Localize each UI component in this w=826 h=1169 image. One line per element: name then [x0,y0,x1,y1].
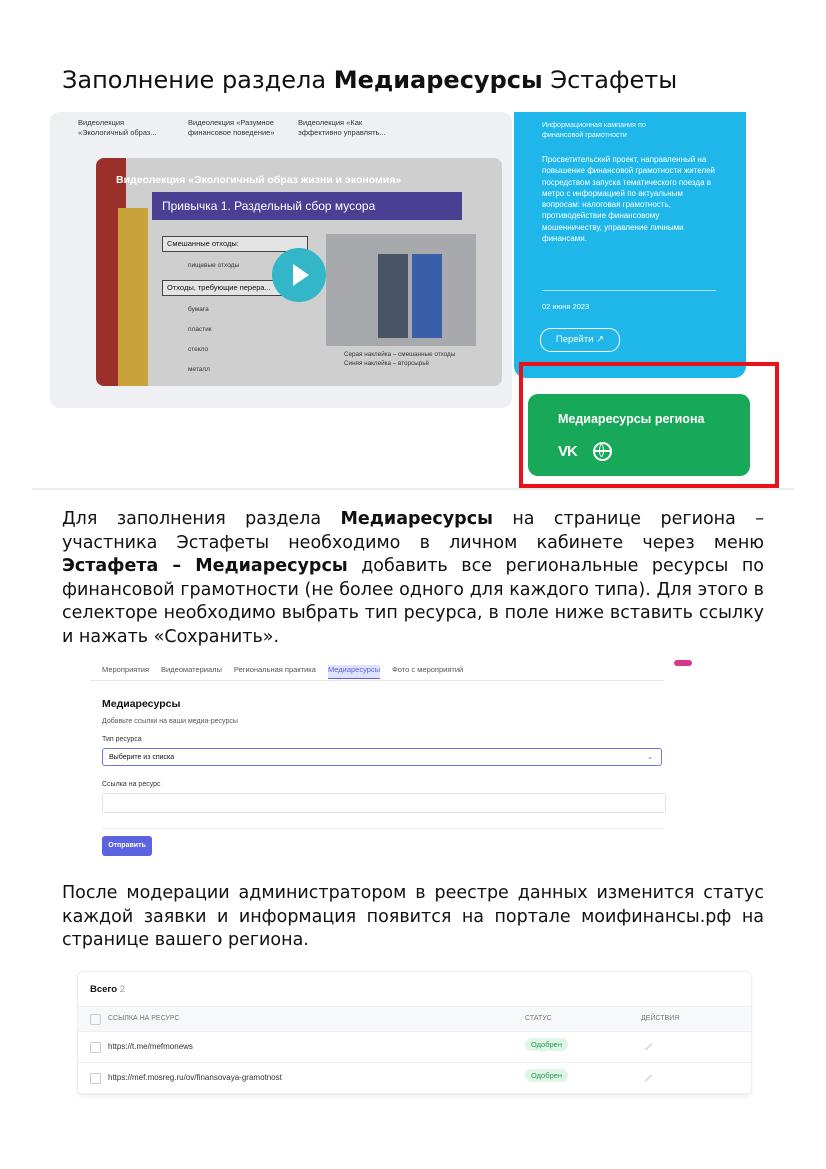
total-count: Всего 2 [90,984,125,995]
media-resources-title: Медиаресурсы региона [558,412,705,426]
mixed-waste-label: Смешанные отходы: [162,236,308,252]
mixed-item: пищевые отходы [188,262,240,269]
select-all-checkbox[interactable] [90,1014,101,1025]
video-tab-1[interactable]: Видеолекция «Экологичный образ... [78,118,157,137]
profile-badge[interactable] [674,660,692,666]
video-slide-title: Привычка 1. Раздельный сбор мусора [152,192,462,220]
vk-icon[interactable]: VK [558,443,577,460]
video-header: Видеолекция «Экологичный образ жизни и экономия» [116,174,402,186]
link-label: Ссылка на ресурс [102,781,161,788]
row-checkbox[interactable] [90,1073,101,1084]
table-row [78,1032,751,1063]
submit-button[interactable]: Отправить [102,836,152,856]
highlight-frame [519,362,779,488]
sort-waste-label: Отходы, требующие перера... [162,280,308,296]
tab-videos[interactable]: Видеоматериалы [161,665,222,674]
page-title: Заполнение раздела Медиаресурсы Эстафеты [62,66,678,94]
card-date: 02 июня 2023 [542,302,590,311]
edit-icon[interactable] [645,1074,653,1082]
video-card [50,112,512,408]
row-checkbox[interactable] [90,1042,101,1053]
sticker-note: Серая наклейка – смешанные отходы Синяя наклейка – вторсырьё [344,351,456,367]
sort-item: металл [188,366,210,373]
tab-events[interactable]: Мероприятия [102,665,150,674]
chevron-down-icon: ⌄ [647,754,653,761]
status-badge: Одобрен [525,1069,568,1082]
row-link[interactable]: https://mef.mosreg.ru/ov/finansovaya-gramotnost [108,1073,282,1082]
row-link[interactable]: https://t.me/mefmonews [108,1042,193,1051]
go-button[interactable]: Перейти ↗ [540,328,620,352]
media-form-screenshot [90,656,710,866]
tab-photos[interactable]: Фото с мероприятий [392,665,464,674]
bins-photo [326,234,476,346]
sort-item: пластик [188,326,212,333]
form-heading: Медиаресурсы [102,698,181,710]
col-status: СТАТУС [525,1015,552,1022]
tab-regional-practice[interactable]: Региональная практика [233,665,316,674]
tab-media-resources[interactable]: Медиаресурсы [328,665,380,679]
video-player[interactable] [96,158,502,386]
form-subheading: Добавьте ссылки на ваши медиа-ресурсы [102,718,238,725]
sort-item: стекло [188,346,209,353]
moderation-paragraph: После модерации администратором в реестре данных изменится статус каждой заявки и информация появится на портале моифинансы.рф на странице вашего региона. [62,883,764,950]
video-tab-2[interactable]: Видеолекция «Разумное финансовое поведение» [188,118,275,137]
card-text: Просветительский проект, направленный на повышение финансовой грамотности жителей посредством запуска тематического поезда в метро с информацией по актуальным вопросам: налоговая грамотность, противодействие финансовому мошенничеству, управление личными финансами. [542,155,716,244]
resource-type-select[interactable]: Выберите из списка ⌄ [102,748,662,766]
table-row [78,1063,751,1094]
col-actions: ДЕЙСТВИЯ [641,1015,680,1022]
resource-link-input[interactable] [102,793,666,813]
media-section-screenshot [32,112,794,490]
video-tab-3[interactable]: Видеолекция «Как эффективно управлять... [298,118,386,137]
col-link: ССЫЛКА НА РЕСУРС [108,1015,180,1022]
type-label: Тип ресурса [102,736,142,743]
card-category: Информационная кампания по финансовой грамотности [542,120,646,139]
play-icon[interactable] [272,248,326,302]
edit-icon[interactable] [645,1043,653,1051]
table-header [78,1006,751,1032]
status-badge: Одобрен [525,1038,568,1051]
instruction-paragraph: Для заполнения раздела Медиаресурсы на странице региона – участника Эстафеты необходимо в личном кабинете через меню Эстафета – Медиаресурсы добавить все региональные ресурсы по финансовой грамотности (не более одного для каждого типа). Для этого в селекторе необходимо выбрать тип ресурса, в поле ниже вставить ссылку и нажать «Сохранить». [62,509,765,647]
resources-table [77,971,752,1095]
sort-item: бумага [188,306,209,313]
info-campaign-card [514,112,746,378]
